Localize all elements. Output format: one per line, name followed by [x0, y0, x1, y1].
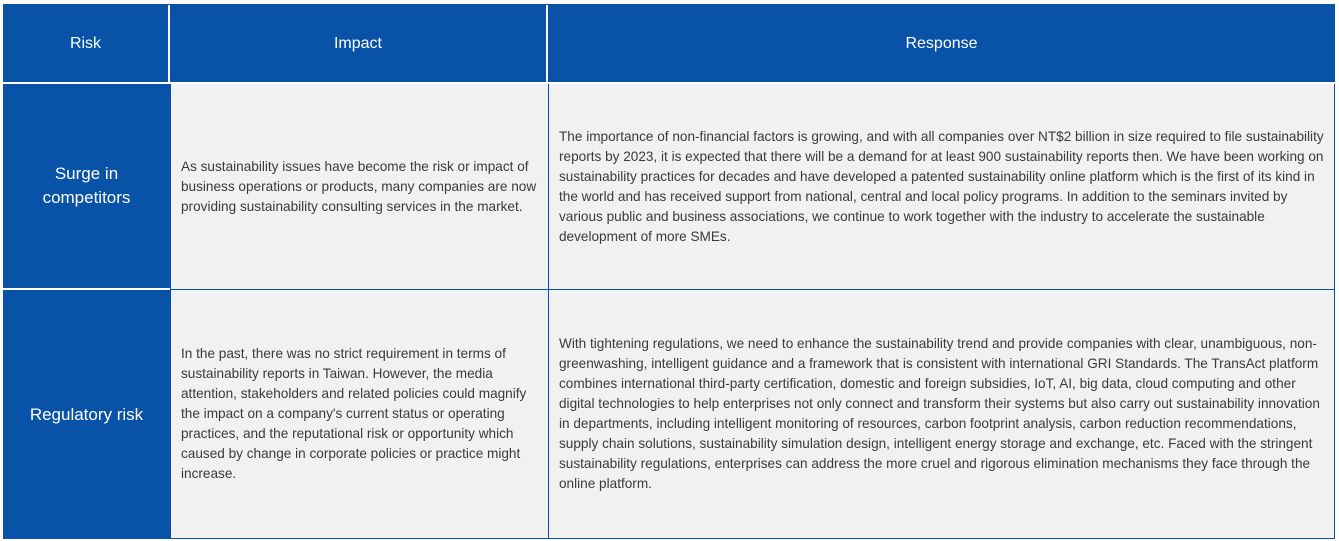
header-impact: Impact [170, 5, 548, 84]
risk-table [3, 4, 1335, 539]
impact-cell-regulatory-risk [170, 290, 548, 539]
impact-text: In the past, there was no strict requirement in terms of sustainability reports in Taiwan. However, the media attention, stakeholders and related policies could magnify the impact on a company's current status or operating practices, and the reputational risk or opportunity which caused by change in corporate policies or practice might increase. [181, 346, 527, 481]
response-text: The importance of non-financial factors is growing, and with all companies over NT$2 billion in size required to file sustainability reports by 2023, it is expected that there will be a demand for at least 900 sustainability reports then. We have been working on sustainability practices for decades and have developed a patented sustainability online platform which is the first of its kind in the world and has received support from national, central and local policy programs. In addition to the seminars invited by various public and business associations, we continue to work together with the industry to accelerate the sustainable development of more SMEs. [559, 128, 1324, 244]
response-cell-surge-in-competitors [548, 84, 1335, 290]
impact-cell-surge-in-competitors [170, 84, 548, 290]
header-risk: Risk [3, 5, 170, 84]
response-cell-regulatory-risk [548, 290, 1335, 539]
risk-cell-surge-in-competitors: Surge in competitors [3, 84, 170, 290]
header-response: Response [548, 5, 1335, 84]
risk-cell-regulatory-risk: Regulatory risk [3, 290, 170, 539]
impact-text: As sustainability issues have become the risk or impact of business operations or products, many companies are now providing sustainability consulting services in the market. [181, 158, 537, 214]
response-text: With tightening regulations, we need to enhance the sustainability trend and provide companies with clear, unambiguous, non-greenwashing, intelligent guidance and a framework that is consistent with international GRI Standards. The TransAct platform combines international third-party certification, domestic and foreign subsidies, IoT, AI, big data, cloud computing and other digital technologies to help enterprises not only connect and transform their systems but also carry out sustainability innovation in departments, including intelligent monitoring of resources, carbon footprint analysis, carbon reduction recommendations, supply chain solutions, sustainability simulation design, intelligent energy storage and exchange, etc. Faced with the stringent sustainability regulations, enterprises can address the more cruel and rigorous elimination mechanisms they face through the online platform. [559, 336, 1320, 491]
